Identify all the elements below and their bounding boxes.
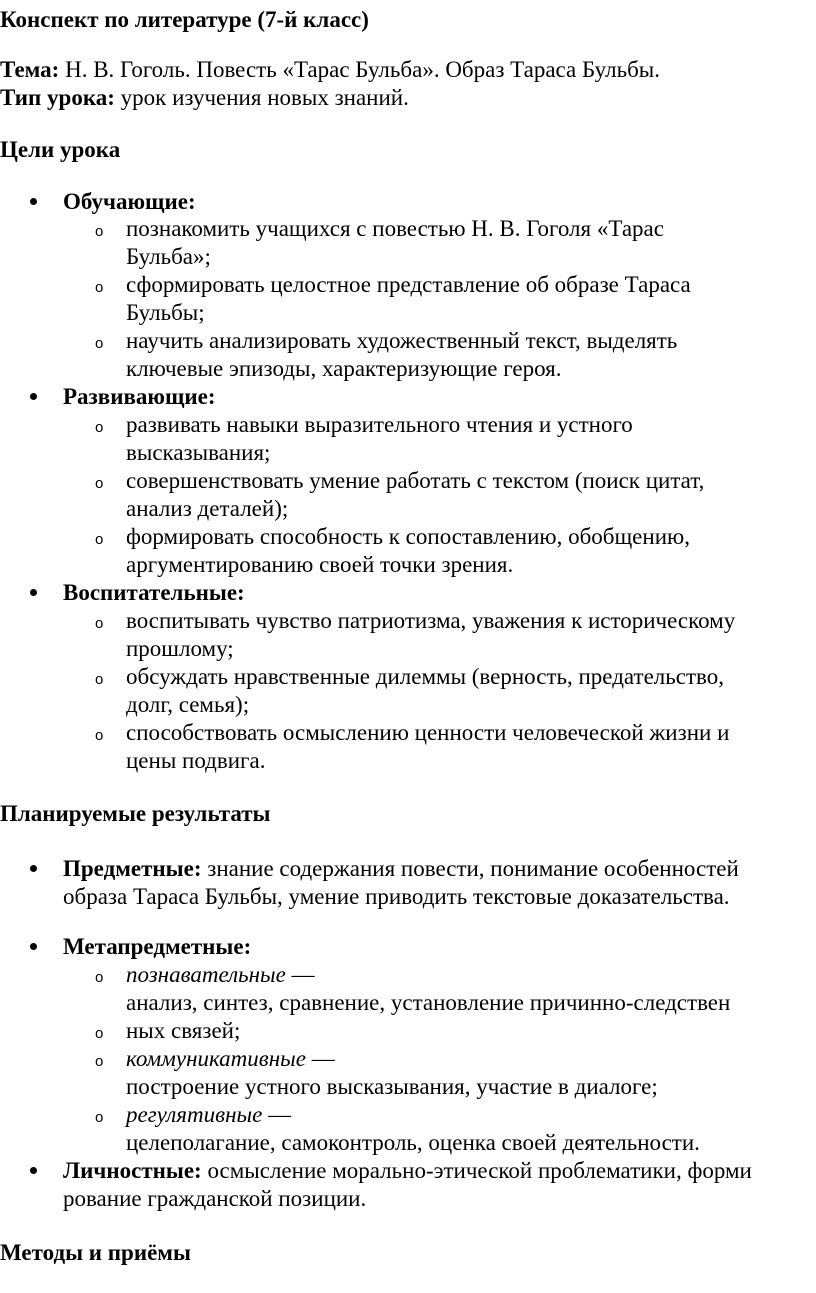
list-item-continuation: ключевые эпизоды, характеризующие героя. (126, 356, 562, 381)
list-item-continuation: аргументированию своей точки зрения. (126, 552, 514, 577)
list-item: способствовать осмыслению ценности человеческой жизни и (126, 720, 730, 745)
circle-bullet-icon: o (95, 335, 104, 352)
bullet-icon (30, 198, 37, 205)
circle-bullet-icon: o (95, 223, 104, 240)
circle-bullet-icon: o (95, 419, 104, 436)
goal-group-heading: Обучающие: (63, 189, 196, 214)
list-item-continuation: целеполагание, самоконтроль, оценка своей деятельности. (126, 1130, 700, 1155)
circle-bullet-icon: o (95, 1109, 104, 1126)
subject-results-continuation: образа Тараса Бульбы, умение приводить текстовые доказательства. (63, 884, 730, 909)
circle-bullet-icon: o (95, 1025, 104, 1042)
list-item-continuation: цены подвига. (126, 748, 266, 773)
circle-bullet-icon: o (95, 671, 104, 688)
bullet-icon (30, 865, 37, 872)
list-item: обсуждать нравственные дилеммы (верность, предательство, (126, 664, 724, 689)
list-item-continuation: Бульбы; (126, 300, 205, 325)
goals-heading: Цели урока (0, 137, 121, 162)
bullet-icon (30, 589, 37, 596)
circle-bullet-icon: o (95, 969, 104, 986)
list-item: воспитывать чувство патриотизма, уважения к историческому (126, 608, 736, 633)
bullet-icon (30, 393, 37, 400)
list-item: совершенствовать умение работать с текстом (поиск цитат, (126, 468, 705, 493)
lesson-type-line: Тип урока: урок изучения новых знаний. (0, 85, 409, 110)
list-item: сформировать целостное представление об образе Тараса (126, 272, 691, 297)
list-item: познавательные — (126, 962, 315, 987)
list-item-continuation: анализ деталей); (126, 496, 289, 521)
list-item: развивать навыки выразительного чтения и устного (126, 412, 633, 437)
results-heading: Планируемые результаты (0, 801, 271, 826)
list-item-continuation: построение устного высказывания, участие в диалоге; (126, 1074, 658, 1099)
circle-bullet-icon: o (95, 615, 104, 632)
list-item: ных связей; (126, 1018, 241, 1043)
list-item-continuation: анализ, синтез, сравнение, установление причинно-следствен (126, 990, 731, 1015)
subject-results-line: Предметные: знание содержания повести, понимание особенностей (63, 856, 739, 881)
list-item: коммуникативные — (126, 1046, 335, 1071)
list-item: научить анализировать художественный текст, выделять (126, 328, 678, 353)
list-item: регулятивные — (126, 1102, 292, 1127)
goal-group-heading: Воспитательные: (63, 580, 245, 605)
circle-bullet-icon: o (95, 531, 104, 548)
list-item-continuation: прошлому; (126, 636, 234, 661)
methods-heading: Методы и приёмы (0, 1240, 191, 1265)
topic-line: Тема: Н. В. Гоголь. Повесть «Тарас Бульба». Образ Тараса Бульбы. (0, 57, 661, 82)
list-item: формировать способность к сопоставлению, обобщению, (126, 524, 690, 549)
document-title: Конспект по литературе (7-й класс) (0, 7, 369, 32)
circle-bullet-icon: o (95, 475, 104, 492)
circle-bullet-icon: o (95, 1053, 104, 1070)
personal-results-continuation: рование гражданской позиции. (63, 1186, 367, 1211)
list-item-continuation: высказывания; (126, 440, 271, 465)
meta-results-heading: Метапредметные: (63, 934, 252, 959)
bullet-icon (30, 1167, 37, 1174)
bullet-icon (30, 943, 37, 950)
circle-bullet-icon: o (95, 279, 104, 296)
list-item: познакомить учащихся с повестью Н. В. Гоголя «Тарас (126, 216, 664, 241)
list-item-continuation: Бульба»; (126, 244, 211, 269)
list-item-continuation: долг, семья); (126, 692, 250, 717)
circle-bullet-icon: o (95, 727, 104, 744)
goal-group-heading: Развивающие: (63, 384, 216, 409)
personal-results-line: Личностные: осмысление морально-этической проблематики, форми (63, 1158, 752, 1183)
